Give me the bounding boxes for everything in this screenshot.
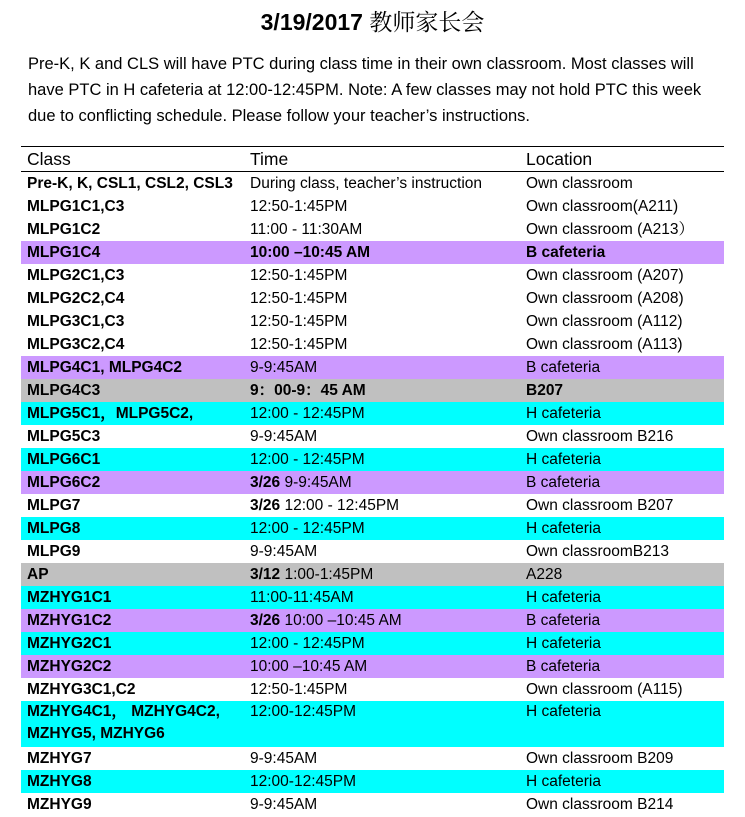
class-cell: MZHYG2C2	[21, 655, 244, 678]
location-cell: Own classroom B209	[526, 749, 674, 767]
class-cell: MLPG2C1,C3	[27, 266, 125, 284]
table-row	[21, 172, 724, 196]
class-cell: MZHYG9	[27, 795, 92, 813]
location-cell: B cafeteria	[520, 609, 724, 632]
time-text: 9-9:45AM	[284, 473, 352, 491]
class-cell: MZHYG8	[21, 770, 244, 793]
location-cell: B cafeteria	[520, 356, 724, 379]
time-cell	[244, 586, 520, 609]
location-cell: Own classroom (A115)	[526, 680, 683, 698]
time-cell	[244, 379, 520, 402]
time-text: 9-9:45AM	[250, 358, 318, 376]
table-row	[21, 241, 724, 264]
time-cell	[244, 747, 520, 770]
title-chinese: 教师家长会	[369, 10, 485, 36]
table-row	[21, 356, 724, 379]
schedule-table	[21, 146, 724, 816]
location-cell: B207	[520, 379, 724, 402]
class-cell: MLPG3C2,C4	[27, 335, 125, 353]
time-text: 12:00 - 12:45PM	[250, 519, 365, 537]
location-cell: Own classroom	[526, 174, 633, 192]
page-title	[0, 4, 745, 37]
location-cell: Own classroom (A207)	[526, 266, 684, 284]
time-cell	[244, 264, 520, 287]
class-cell: MLPG2C2,C4	[27, 289, 125, 307]
table-row	[21, 563, 724, 586]
time-cell	[244, 632, 520, 655]
date-label: 3/26	[250, 496, 281, 514]
table-row	[21, 632, 724, 655]
location-cell: H cafeteria	[520, 701, 724, 747]
time-text: 10:00 –10:45 AM	[250, 657, 368, 675]
location-cell: A228	[520, 563, 724, 586]
class-cell: MZHYG4C1， MZHYG4C2, MZHYG5, MZHYG6	[21, 701, 244, 747]
location-cell: H cafeteria	[520, 448, 724, 471]
date-label: 3/26	[250, 611, 281, 629]
table-row	[21, 747, 724, 770]
location-cell: B cafeteria	[520, 241, 724, 264]
time-cell	[244, 471, 520, 494]
location-cell: Own classroom B216	[526, 427, 674, 445]
time-text: 9-9:45AM	[250, 749, 318, 767]
table-row	[21, 517, 724, 540]
class-cell: MZHYG7	[27, 749, 92, 767]
time-text: 9-9:45AM	[250, 427, 318, 445]
time-text: 10:00 –10:45 AM	[250, 243, 371, 261]
time-text: 12:00-12:45PM	[250, 772, 356, 790]
class-cell: MLPG3C1,C3	[27, 312, 125, 330]
class-cell: MZHYG3C1,C2	[27, 680, 136, 698]
time-text: 10:00 –10:45 AM	[284, 611, 402, 629]
time-text: 12:00 - 12:45PM	[284, 496, 400, 514]
header-location: Location	[520, 147, 724, 172]
time-text: 11:00-11:45AM	[250, 588, 354, 606]
location-cell: B cafeteria	[520, 655, 724, 678]
table-row	[21, 494, 724, 517]
location-cell: Own classroom (A113)	[526, 335, 683, 353]
class-cell: AP	[21, 563, 244, 586]
class-cell: MLPG5C1，MLPG5C2,	[21, 402, 244, 425]
time-text: 9-9:45AM	[250, 542, 318, 560]
time-cell	[244, 402, 520, 425]
time-text: 12:00 - 12:45PM	[250, 450, 365, 468]
time-text: 12:50-1:45PM	[250, 335, 348, 353]
time-cell	[244, 770, 520, 793]
location-cell: B cafeteria	[520, 471, 724, 494]
table-row	[21, 609, 724, 632]
time-cell	[244, 563, 520, 586]
table-row	[21, 448, 724, 471]
time-text: 12:50-1:45PM	[250, 312, 348, 330]
table-row	[21, 701, 724, 747]
class-cell: MLPG4C1, MLPG4C2	[21, 356, 244, 379]
time-cell	[244, 425, 520, 448]
time-cell	[244, 448, 520, 471]
table-row	[21, 793, 724, 816]
time-cell	[244, 241, 520, 264]
header-class: Class	[21, 147, 244, 172]
header-time: Time	[244, 147, 520, 172]
title-date: 3/19/2017	[260, 9, 363, 35]
location-cell: Own classroomB213	[526, 542, 670, 560]
location-cell: Own classroom(A211)	[526, 197, 679, 215]
table-row	[21, 471, 724, 494]
table-row	[21, 586, 724, 609]
class-cell: MZHYG1C2	[21, 609, 244, 632]
table-row	[21, 218, 724, 241]
table-row	[21, 770, 724, 793]
time-text: 11:00 - 11:30AM	[250, 220, 363, 238]
class-cell: MLPG1C2	[27, 220, 101, 238]
time-text: 12:00 - 12:45PM	[250, 404, 365, 422]
time-cell	[244, 356, 520, 379]
table-row	[21, 310, 724, 333]
location-cell: Own classroom B207	[526, 496, 674, 514]
table-row	[21, 195, 724, 218]
table-row	[21, 379, 724, 402]
time-cell	[244, 655, 520, 678]
time-text: 12:00 - 12:45PM	[250, 634, 365, 652]
table-row	[21, 655, 724, 678]
location-cell: H cafeteria	[520, 632, 724, 655]
table-row	[21, 287, 724, 310]
class-cell: MLPG1C4	[21, 241, 244, 264]
date-label: 3/26	[250, 473, 281, 491]
time-cell	[244, 793, 520, 816]
time-cell	[244, 701, 520, 747]
intro-paragraph: Pre-K, K and CLS will have PTC during class time in their own classroom. Most classes will have PTC in H cafeteria at 12:00-12:45PM. Note: A few classes may not hold PTC this week due to conflicting schedule. Please follow your teacher’s instructions.	[28, 55, 702, 125]
class-cell: MLPG8	[21, 517, 244, 540]
time-cell	[244, 678, 520, 701]
class-cell: MLPG9	[27, 542, 81, 560]
class-cell: MLPG6C1	[21, 448, 244, 471]
class-cell: MZHYG2C1	[21, 632, 244, 655]
time-cell	[244, 218, 520, 241]
time-cell	[244, 195, 520, 218]
time-text: 12:50-1:45PM	[250, 266, 348, 284]
table-row	[21, 333, 724, 356]
class-cell: Pre-K, K, CSL1, CSL2, CSL3	[27, 174, 233, 192]
time-text: 9-9:45AM	[250, 795, 318, 813]
class-cell: MLPG6C2	[21, 471, 244, 494]
time-cell	[244, 333, 520, 356]
time-text: 9：00-9：45 AM	[250, 381, 366, 399]
class-cell: MLPG7	[27, 496, 81, 514]
table-row	[21, 540, 724, 563]
time-text: 12:00-12:45PM	[250, 703, 356, 720]
date-label: 3/12	[250, 565, 281, 583]
time-cell	[244, 494, 520, 517]
time-text: 12:50-1:45PM	[250, 680, 348, 698]
class-cell: MZHYG1C1	[21, 586, 244, 609]
location-cell: Own classroom (A112)	[526, 312, 683, 330]
time-text: 1:00-1:45PM	[284, 565, 374, 583]
time-text: 12:50-1:45PM	[250, 197, 348, 215]
time-cell	[244, 517, 520, 540]
table-row	[21, 264, 724, 287]
time-cell	[244, 172, 520, 196]
location-cell: H cafeteria	[520, 770, 724, 793]
location-cell: H cafeteria	[520, 402, 724, 425]
time-text: 12:50-1:45PM	[250, 289, 348, 307]
location-cell: Own classroom (A208)	[526, 289, 684, 307]
time-cell	[244, 609, 520, 632]
time-cell	[244, 540, 520, 563]
class-cell: MLPG4C3	[21, 379, 244, 402]
header-row	[21, 147, 724, 172]
table-row	[21, 678, 724, 701]
location-cell: Own classroom (A213）	[526, 220, 694, 238]
time-text: During class, teacher’s instruction	[250, 174, 483, 192]
table-row	[21, 402, 724, 425]
location-cell: H cafeteria	[520, 586, 724, 609]
location-cell: H cafeteria	[520, 517, 724, 540]
time-cell	[244, 310, 520, 333]
table-row	[21, 425, 724, 448]
location-cell: Own classroom B214	[526, 795, 674, 813]
time-cell	[244, 287, 520, 310]
class-cell: MLPG5C3	[27, 427, 101, 445]
class-cell: MLPG1C1,C3	[27, 197, 125, 215]
